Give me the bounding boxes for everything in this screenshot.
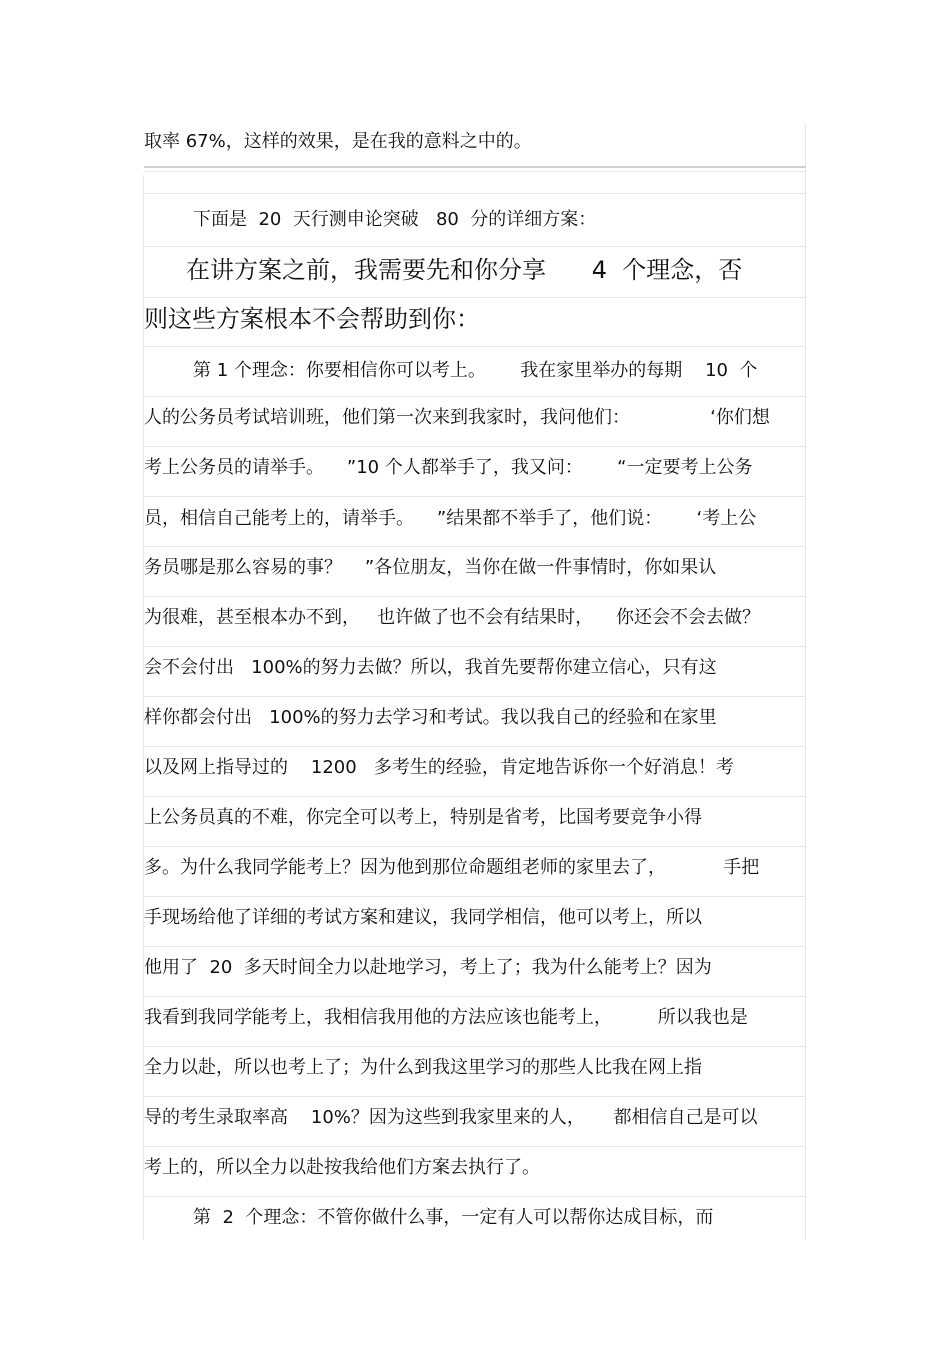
row-rule: [144, 896, 806, 897]
row-rule: [144, 297, 806, 298]
text-line: 以及网上指导过的 1200 多考生的经验，肯定地告诉你一个好消息！考: [144, 757, 734, 778]
text-line: 第 2 个理念：不管你做什么事，一定有人可以帮你达成目标，而: [193, 1207, 714, 1228]
row-rule: [144, 796, 806, 797]
row-rule: [144, 346, 806, 347]
text-line: 多。为什么我同学能考上？因为他到那位命题组老师的家里去了， 手把: [144, 857, 760, 878]
text-line: 考上公务员的请举手。 ”10 个人都举手了，我又问： “一定要考上公务: [144, 457, 753, 478]
row-rule: [144, 996, 806, 997]
text-line: 考上的，所以全力以赴按我给他们方案去执行了。: [144, 1157, 540, 1178]
text-line: 全力以赴，所以也考上了；为什么到我这里学习的那些人比我在网上指: [144, 1057, 702, 1078]
text-line: 样你都会付出 100%的努力去学习和考试。我以我自己的经验和在家里: [144, 707, 717, 728]
row-rule: [144, 246, 806, 247]
text-line: 手现场给他了详细的考试方案和建议，我同学相信，他可以考上，所以: [144, 907, 702, 928]
row-rule: [144, 846, 806, 847]
row-rule: [144, 646, 806, 647]
row-rule: [144, 396, 806, 397]
row-rule: [144, 746, 806, 747]
text-line: 上公务员真的不难，你完全可以考上，特别是省考，比国考要竞争小得: [144, 807, 702, 828]
row-rule: [144, 946, 806, 947]
text-line: 会不会付出 100%的努力去做？所以，我首先要帮你建立信心，只有这: [144, 657, 717, 678]
text-line: 务员哪是那么容易的事？ ”各位朋友，当你在做一件事情时，你如果认: [144, 557, 717, 578]
row-rule: [144, 496, 806, 497]
row-rule: [144, 1196, 806, 1197]
divider-thin: [144, 171, 806, 172]
row-rule: [144, 596, 806, 597]
text-line: 下面是 20 天行测申论突破 80 分的详细方案：: [193, 209, 597, 230]
row-rule: [144, 1146, 806, 1147]
text-line: 人的公务员考试培训班，他们第一次来到我家时，我问他们： ‘你们想: [144, 407, 770, 428]
row-rule: [144, 446, 806, 447]
text-line: 为很难，甚至根本办不到， 也许做了也不会有结果时， 你还会不会去做？: [144, 607, 761, 628]
row-rule: [144, 1046, 806, 1047]
section-divider: [144, 166, 806, 168]
row-rule: [144, 1096, 806, 1097]
text-line: 他用了 20 多天时间全力以赴地学习，考上了；我为什么能考上？因为: [144, 957, 712, 978]
row-rule: [144, 546, 806, 547]
row-rule: [144, 193, 806, 194]
text-line: 导的考生录取率高 10%？因为这些到我家里来的人， 都相信自己是可以: [144, 1107, 758, 1128]
text-line: 第 1 个理念：你要相信你可以考上。 我在家里举办的每期 10 个: [193, 360, 758, 381]
text-line: 我看到我同学能考上，我相信我用他的方法应该也能考上， 所以我也是: [144, 1007, 748, 1028]
text-line: 员，相信自己能考上的，请举手。 ”结果都不举手了，他们说： ‘考上公: [144, 508, 757, 529]
text-line-emphasis: 则这些方案根本不会帮助到你：: [144, 305, 480, 333]
text-line-emphasis: 在讲方案之前，我需要先和你分享 4 个理念，否: [186, 256, 743, 284]
row-rule: [144, 696, 806, 697]
text-line: 取率 67%，这样的效果，是在我的意料之中的。: [144, 131, 532, 152]
